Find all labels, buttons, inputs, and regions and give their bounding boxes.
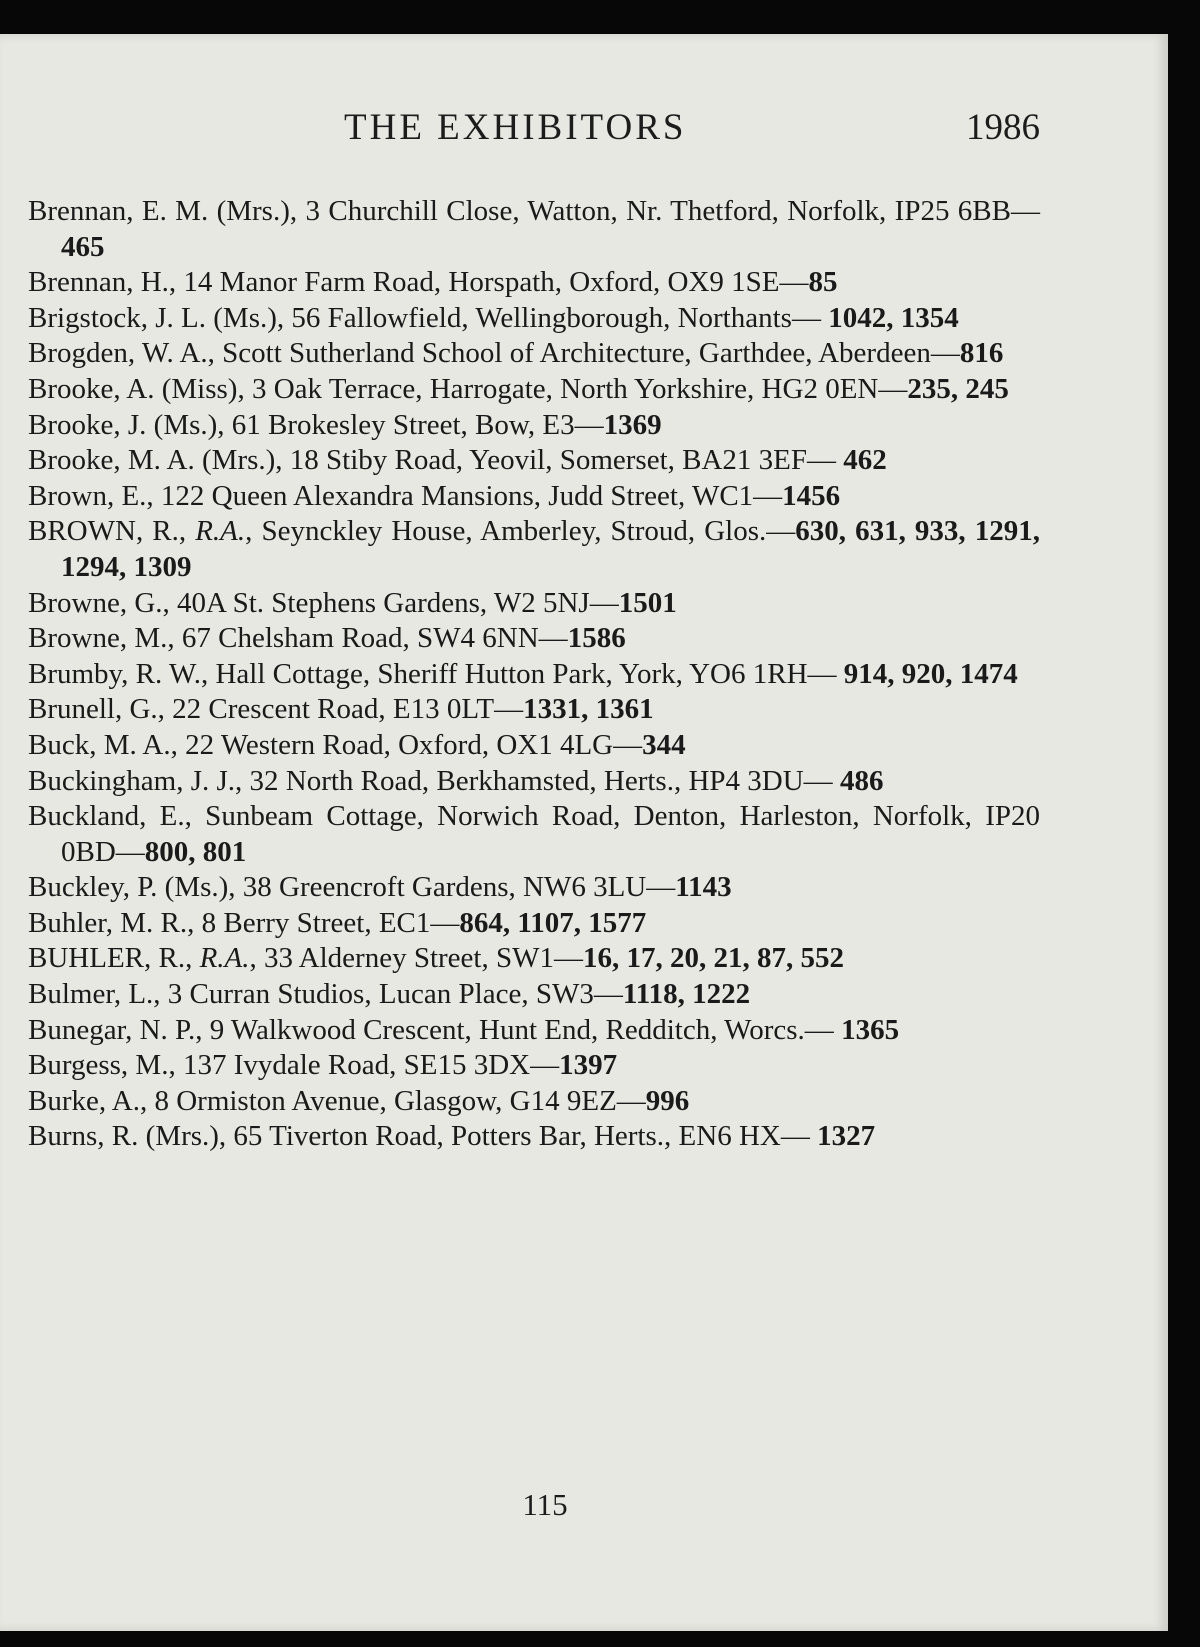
entry-address: Brennan, E. M. (Mrs.), 3 Churchill Close, Watton, Nr. Thetford, Norfolk, IP25 6BB— <box>28 195 1040 227</box>
entry-address: Brigstock, J. L. (Ms.), 56 Fallowfield, Wellingborough, Northants— <box>28 301 829 334</box>
exhibitor-entry <box>28 977 1040 1013</box>
entry-address: Buckingham, J. J., 32 North Road, Berkhamsted, Herts., HP4 3DU— <box>28 764 840 797</box>
entry-address: Buckley, P. (Ms.), 38 Greencroft Gardens, NW6 3LU— <box>28 871 676 904</box>
exhibitor-entry <box>28 657 1040 693</box>
entry-address: Brennan, H., 14 Manor Farm Road, Horspath, Oxford, OX9 1SE— <box>28 266 809 299</box>
exhibitor-entry <box>28 265 1040 301</box>
exhibitor-entry <box>28 1084 1040 1120</box>
exhibitor-entry <box>28 194 1040 265</box>
entry-catalogue-numbers: 462 <box>843 444 887 477</box>
running-header <box>0 106 1168 150</box>
entry-catalogue-numbers: 1327 <box>817 1120 876 1153</box>
honorific-ra: R.A. <box>199 942 250 975</box>
entry-catalogue-numbers: 1501 <box>618 586 677 619</box>
exhibitor-entry <box>28 941 1040 977</box>
exhibitor-entry <box>28 1119 1040 1155</box>
entry-catalogue-numbers: 1369 <box>603 408 662 441</box>
entry-address: BROWN, R., R.A., Seynckley House, Amberley, Stroud, Glos.— <box>28 515 796 548</box>
exhibitor-entry <box>28 408 1040 444</box>
entry-address: Buhler, M. R., 8 Berry Street, EC1— <box>28 906 460 939</box>
entry-catalogue-numbers: 235, 245 <box>907 372 1009 405</box>
entry-catalogue-numbers: 85 <box>808 266 838 299</box>
entry-catalogue-numbers: 914, 920, 1474 <box>843 657 1018 690</box>
entry-address: BUHLER, R., R.A., 33 Alderney Street, SW1— <box>28 942 583 975</box>
entry-address: Brunell, G., 22 Crescent Road, E13 0LT— <box>28 693 524 726</box>
entry-address: Brumby, R. W., Hall Cottage, Sheriff Hutton Park, York, YO6 1RH— <box>28 657 844 690</box>
entry-catalogue-numbers: 1331, 1361 <box>523 693 654 726</box>
exhibitor-entry <box>28 1048 1040 1084</box>
exhibitor-entry <box>28 870 1040 906</box>
entry-catalogue-numbers: 486 <box>839 764 884 797</box>
entry-address: Buck, M. A., 22 Western Road, Oxford, OX1 4LG— <box>28 728 643 761</box>
entry-address: Brooke, M. A. (Mrs.), 18 Stiby Road, Yeovil, Somerset, BA21 3EF— <box>28 444 844 477</box>
exhibitor-entry <box>28 764 1040 800</box>
entry-address: Bunegar, N. P., 9 Walkwood Crescent, Hunt End, Redditch, Worcs.— <box>28 1013 842 1046</box>
entry-address: Bulmer, L., 3 Curran Studios, Lucan Place, SW3— <box>28 978 623 1011</box>
exhibitor-entry <box>28 586 1040 622</box>
exhibitor-entry <box>28 1013 1040 1049</box>
honorific-ra: R.A. <box>195 515 246 548</box>
entry-catalogue-numbers: 800, 801 <box>144 835 247 868</box>
entry-catalogue-numbers: 630, 631, 933, 1291, 1294, 1309 <box>61 515 1040 583</box>
book-page <box>0 34 1168 1631</box>
exhibitor-entry <box>28 692 1040 728</box>
entry-address: Brooke, A. (Miss), 3 Oak Terrace, Harrogate, North Yorkshire, HG2 0EN— <box>28 372 908 405</box>
entry-catalogue-numbers: 1042, 1354 <box>828 301 959 334</box>
entry-address: Buckland, E., Sunbeam Cottage, Norwich Road, Denton, Harleston, Norfolk, IP20 0BD— <box>28 800 1040 868</box>
entry-catalogue-numbers: 1118, 1222 <box>622 978 751 1011</box>
entry-catalogue-numbers: 1365 <box>841 1013 900 1046</box>
exhibitor-entry <box>28 372 1040 408</box>
entry-address: Brogden, W. A., Scott Sutherland School of Architecture, Garthdee, Aberdeen— <box>28 337 960 370</box>
exhibitor-entry <box>28 906 1040 942</box>
entry-address: Browne, M., 67 Chelsham Road, SW4 6NN— <box>28 622 568 655</box>
entry-catalogue-numbers: 1397 <box>559 1049 618 1082</box>
entry-address: Burns, R. (Mrs.), 65 Tiverton Road, Potters Bar, Herts., EN6 HX— <box>28 1120 818 1153</box>
entry-catalogue-numbers: 344 <box>642 728 686 761</box>
exhibitor-entry <box>28 479 1040 515</box>
entry-address: Burke, A., 8 Ormiston Avenue, Glasgow, G14 9EZ— <box>28 1084 646 1117</box>
exhibitor-entry <box>28 514 1040 585</box>
entry-catalogue-numbers: 816 <box>959 337 1004 370</box>
exhibitor-list <box>28 194 1040 1155</box>
entry-catalogue-numbers: 1143 <box>675 871 732 904</box>
entry-catalogue-numbers: 996 <box>645 1084 690 1117</box>
entry-catalogue-numbers: 465 <box>61 230 105 263</box>
running-title: THE EXHIBITORS <box>344 107 687 148</box>
entry-address: Brown, E., 122 Queen Alexandra Mansions, Judd Street, WC1— <box>28 479 783 512</box>
entry-address: Browne, G., 40A St. Stephens Gardens, W2 5NJ— <box>28 586 619 619</box>
exhibitor-entry <box>28 336 1040 372</box>
exhibitor-entry <box>28 443 1040 479</box>
exhibitor-entry <box>28 728 1040 764</box>
entry-catalogue-numbers: 16, 17, 20, 21, 87, 552 <box>582 942 844 975</box>
running-year: 1986 <box>966 107 1040 148</box>
page-number: 115 <box>522 1487 568 1522</box>
entry-address: Burgess, M., 137 Ivydale Road, SE15 3DX— <box>28 1049 560 1082</box>
exhibitor-entry <box>28 799 1040 870</box>
entry-catalogue-numbers: 1456 <box>782 479 841 512</box>
entry-catalogue-numbers: 864, 1107, 1577 <box>459 906 647 939</box>
entry-address: Brooke, J. (Ms.), 61 Brokesley Street, Bow, E3— <box>28 408 604 441</box>
exhibitor-entry <box>28 621 1040 657</box>
entry-catalogue-numbers: 1586 <box>567 622 626 655</box>
exhibitor-entry <box>28 301 1040 337</box>
